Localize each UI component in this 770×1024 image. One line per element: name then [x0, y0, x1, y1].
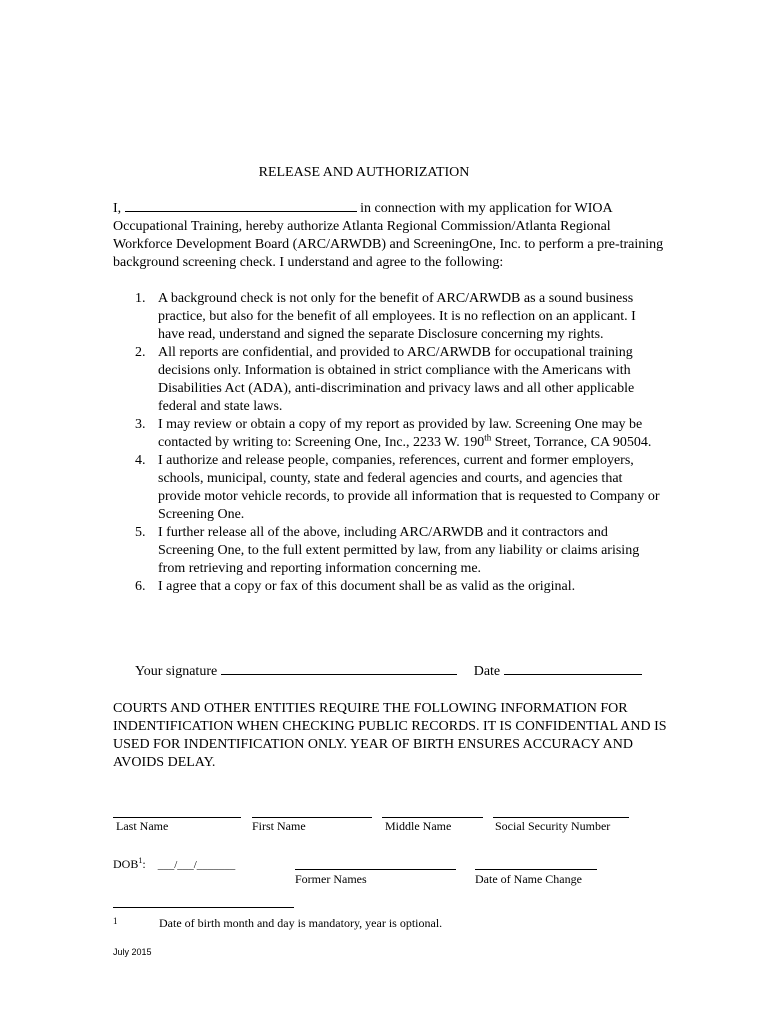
list-item — [113, 524, 663, 578]
item-number: 6. — [135, 579, 146, 594]
footnote-mark: 1 — [113, 916, 118, 926]
ssn-line[interactable] — [493, 817, 629, 818]
middle-name-label: Middle Name — [385, 819, 452, 833]
date-name-change-label: Date of Name Change — [475, 872, 582, 886]
date-name-change-line[interactable] — [475, 869, 597, 870]
list-item — [113, 452, 663, 524]
intro-text: in connection with my application for WIOA Occupational Training, hereby authorize Atlanta Regional Commission/Atlanta Regional Workforce Development Board (ARC/ARWDB) and ScreeningOne, Inc. to perform a pre-training background screening check. I understand and agree to the following: — [113, 201, 664, 270]
list-item — [113, 290, 663, 344]
first-name-label: First Name — [252, 819, 306, 833]
identification-notice: COURTS AND OTHER ENTITIES REQUIRE THE FOLLOWING INFORMATION FOR INDENTIFICATION WHEN CHECKING PUBLIC RECORDS. IT IS CONFIDENTIAL AND IS USED FOR INDENTIFICATION ONLY. YEAR OF BIRTH ENSURES ACCURACY AND AVOIDS DELAY. — [113, 701, 667, 770]
item-text: I authorize and release people, companies, references, current and former employers, schools, municipal, county, state and federal agencies and courts, and agencies that provide motor vehicle records, to provide all information that is requested to Company or Screening One. — [158, 453, 660, 522]
intro-paragraph — [113, 200, 673, 272]
item-text-after: Street, Torrance, CA 90504. — [491, 435, 652, 450]
signature-label: Your signature — [135, 664, 218, 679]
list-item — [113, 344, 663, 416]
item-text: I further release all of the above, including ARC/ARWDB and it contractors and Screening One, to the full extent permitted by law, from any liability or claims arising from retrieving and reporting information concerning me. — [158, 525, 640, 576]
dob-footnote-mark: 1 — [138, 856, 143, 865]
date-line[interactable] — [504, 674, 642, 675]
list-item — [113, 416, 663, 452]
list-item — [113, 578, 663, 596]
signature-row — [135, 664, 642, 680]
former-names-label: Former Names — [295, 872, 367, 886]
item-number: 2. — [135, 345, 146, 360]
dob-colon: : — [142, 857, 146, 871]
footnote-text: Date of birth month and day is mandatory, year is optional. — [159, 916, 443, 930]
item-text: All reports are confidential, and provided to ARC/ARWDB for occupational training decisions only. Information is obtained in strict compliance with the Americans with Disabilities Act (ADA), anti-discrimination and privacy laws and all other applicable federal and state laws. — [158, 345, 635, 414]
terms-list — [113, 290, 663, 596]
dob-label: DOB — [113, 857, 139, 871]
last-name-label: Last Name — [116, 819, 169, 833]
footnote — [113, 916, 443, 931]
signature-line[interactable] — [221, 674, 457, 675]
item-number: 5. — [135, 525, 146, 540]
item-text: A background check is not only for the benefit of ARC/ARWDB as a sound business practice, but also for the benefit of all employees. It is no reflection on an applicant. I have read, understand and signed the separate Disclosure concerning my rights. — [158, 291, 636, 342]
footnote-divider — [113, 907, 294, 908]
ssn-label: Social Security Number — [495, 819, 611, 833]
item-superscript: th — [484, 432, 492, 443]
document-title: RELEASE AND AUTHORIZATION — [258, 165, 470, 180]
item-number: 3. — [135, 417, 146, 432]
middle-name-line[interactable] — [382, 817, 483, 818]
item-text: I agree that a copy or fax of this document shall be as valid as the original. — [158, 579, 576, 594]
item-number: 4. — [135, 453, 146, 468]
page-footer: July 2015 — [113, 947, 152, 957]
item-text-before: I may review or obtain a copy of my report as provided by law. Screening One may be contacted by writing to: Screening One, Inc., 2233 W. 190 — [158, 417, 643, 450]
dob-field[interactable] — [113, 857, 235, 872]
applicant-name-blank[interactable] — [125, 211, 357, 212]
date-label: Date — [473, 664, 501, 679]
last-name-line[interactable] — [113, 817, 241, 818]
former-names-line[interactable] — [295, 869, 456, 870]
dob-blank: ___/___/_______ — [157, 859, 236, 871]
item-number: 1. — [135, 291, 146, 306]
intro-prefix: I, — [113, 201, 122, 216]
first-name-line[interactable] — [252, 817, 372, 818]
